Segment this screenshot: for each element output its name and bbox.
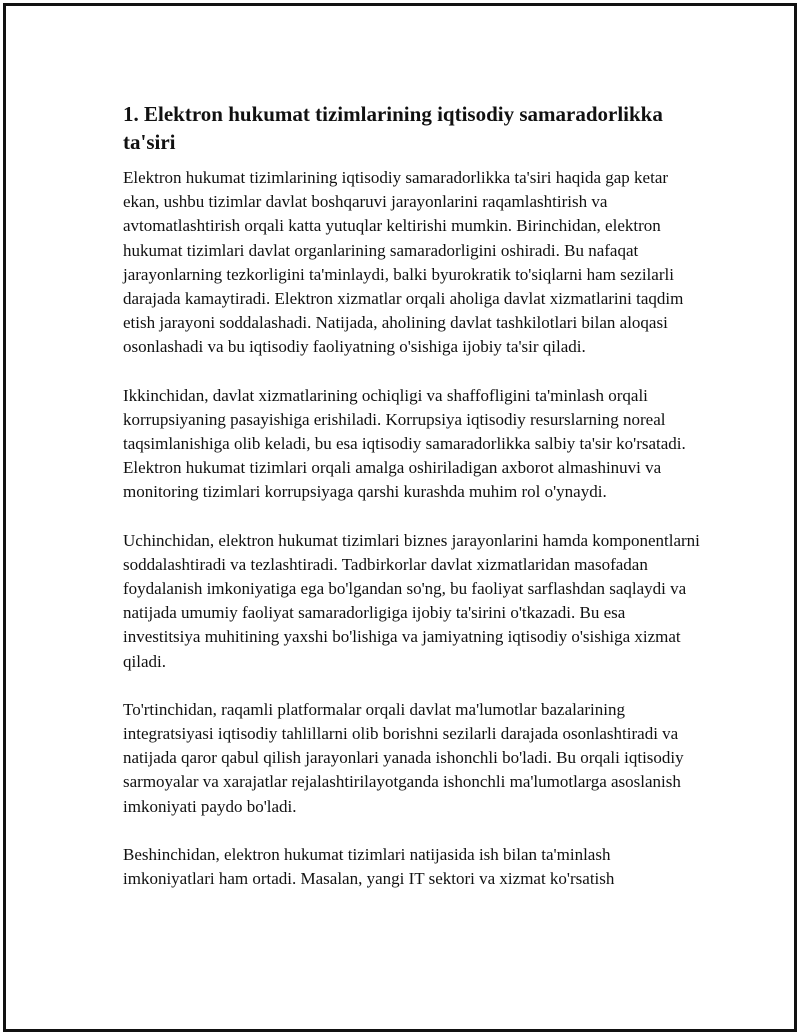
paragraph-4: To'rtinchidan, raqamli platformalar orqali davlat ma'lumotlar bazalarining integratsiyasi iqtisodiy tahlillarni olib borishni sezilarli darajada osonlashtiradi va natijada qaror qabul qilish jarayonlari yanada ishonchli bo'ladi. Bu orqali iqtisodiy sarmoyalar va xarajatlar rejalashtirilayotganda ishonchli ma'lumotlarga asoslanish imkoniyati paydo bo'ladi. xyxy=(123,699,684,816)
paragraph-5: Beshinchidan, elektron hukumat tizimlari natijasida ish bilan ta'minlash imkoniyatlari ham ortadi. Masalan, yangi IT sektori va xizmat ko'rsatish xyxy=(123,844,615,889)
document-body xyxy=(123,100,703,915)
paragraph-3: Uchinchidan, elektron hukumat tizimlari biznes jarayonlarini hamda komponentlarni soddalashtiradi va tezlashtiradi. Tadbirkorlar davlat xizmatlaridan masofadan foydalanish imkoniyatiga ega bo'lgandan so'ng, bu faoliyat sarflashdan saqlaydi va natijada umumiy faoliyat samaradorligiga ijobiy ta'sirini o'tkazadi. Bu esa investitsiya muhitining yaxshi bo'lishiga va jamiyatning iqtisodiy o'sishiga xizmat qiladi. xyxy=(123,530,700,671)
page-frame xyxy=(3,3,797,1032)
paragraph-2: Ikkinchidan, davlat xizmatlarining ochiqligi va shaffofligini ta'minlash orqali korrupsiyaning pasayishiga erishiladi. Korrupsiya iqtisodiy resurslarning noreal taqsimlanishiga olib keladi, bu esa iqtisodiy samaradorlikka salbiy ta'sir ko'rsatadi. Elektron hukumat tizimlari orqali amalga oshiriladigan axborot almashinuvi va monitoring tizimlari korrupsiyaga qarshi kurashda muhim rol o'ynaydi. xyxy=(123,385,686,502)
document-title: 1. Elektron hukumat tizimlarining iqtisodiy samaradorlikka ta'siri xyxy=(123,102,663,154)
paragraph-1: Elektron hukumat tizimlarining iqtisodiy samaradorlikka ta'siri haqida gap ketar ekan, ushbu tizimlar davlat boshqaruvi jarayonlarini raqamlashtirish va avtomatlashtirish orqali katta yutuqlar keltirishi mumkin. Birinchidan, elektron hukumat tizimlari davlat organlarining samaradorligini oshiradi. Bu nafaqat jarayonlarning tezkorligini ta'minlaydi, balki byurokratik to'siqlarni ham sezilarli darajada kamaytiradi. Elektron xizmatlar orqali aholiga davlat xizmatlarini taqdim etish jarayoni soddalashadi. Natijada, aholining davlat tashkilotlari bilan aloqasi osonlashadi va bu iqtisodiy faoliyatning o'sishiga ijobiy ta'sir qiladi. xyxy=(123,168,684,357)
